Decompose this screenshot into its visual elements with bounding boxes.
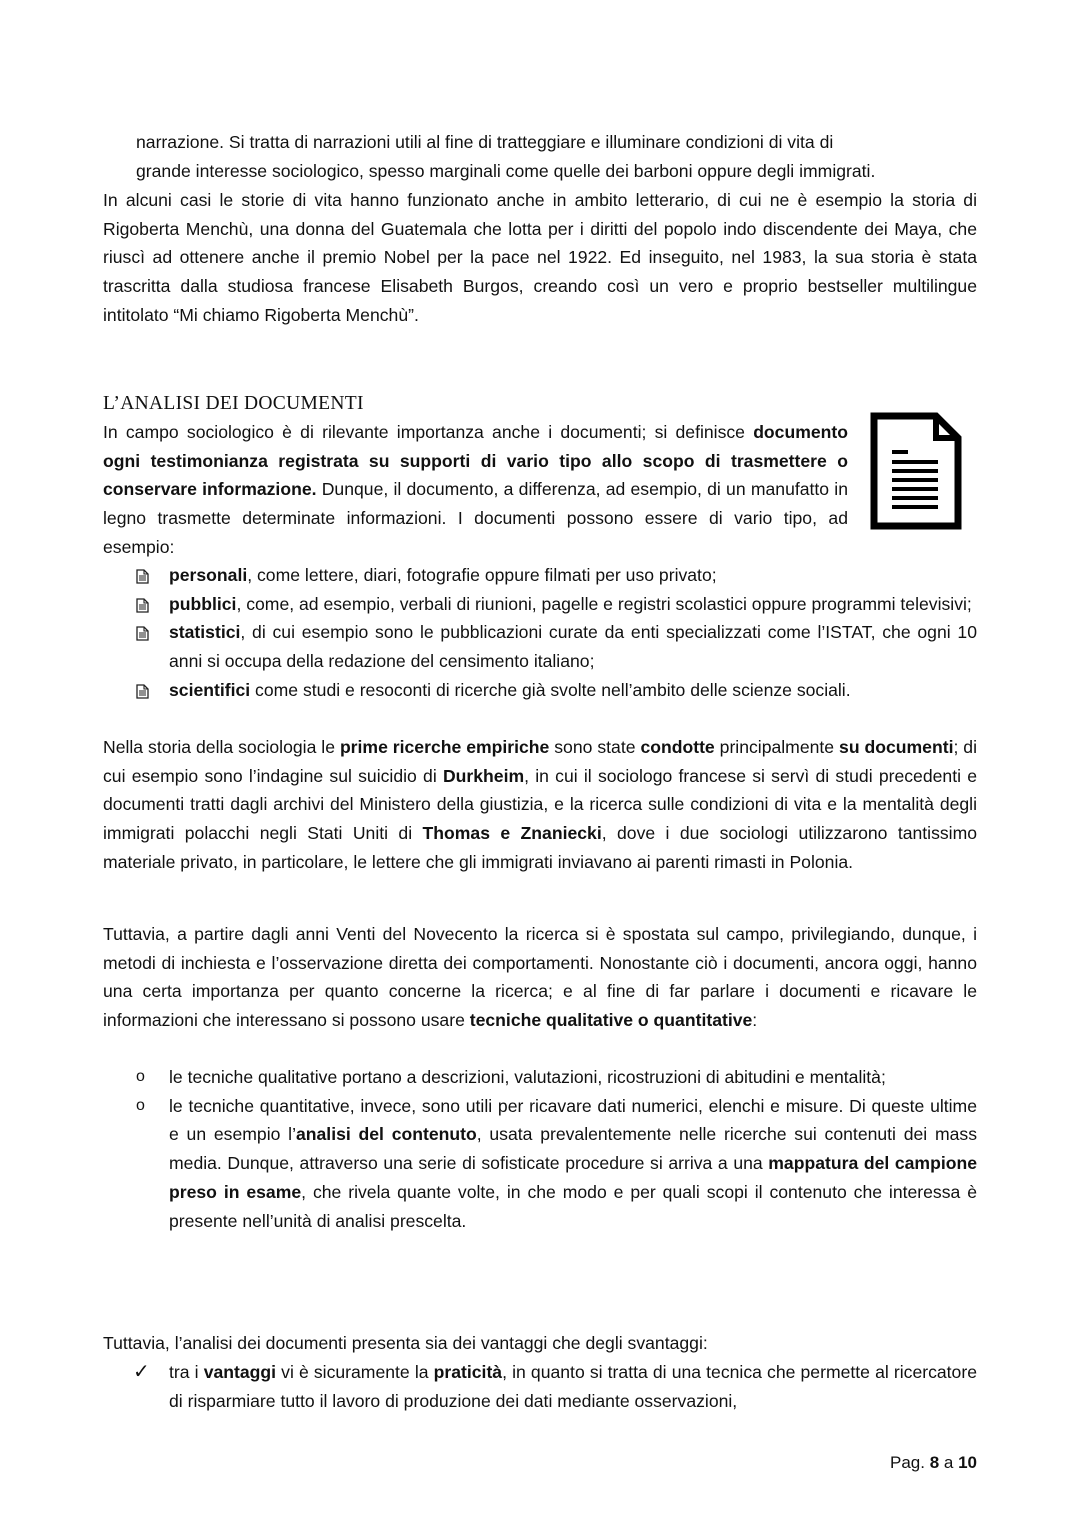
document-definition: documento ogni testimonianza registrata su supporti di vario tipo allo scopo di trasmettere o conservare informazione. [103,422,848,500]
list-item: scientifici come studi e resoconti di ricerche già svolte nell’ambito delle scienze sociali. [103,676,977,705]
history-paragraph: Nella storia della sociologia le prime ricerche empiriche sono state condotte principalmente su documenti; di cui esempio sono l’indagine sul suicidio di Durkheim, in cui il sociologo francese si servì di studi precedenti e documenti tratti dagli archivi del Ministero della giustizia, e la ricerca sulle condizioni di vita e la mentalità degli immigrati polacchi negli Stati Uniti di Thomas e Znaniecki, dove i due sociologi utilizzarono tantissimo materiale privato, in particolare, le lettere che gli immigrati inviavano ai parenti rimasti in Polonia. [103,737,978,872]
hollow-circle-bullet: o [136,1096,145,1114]
intro-paragraph: In alcuni casi le storie di vita hanno funzionato anche in ambito letterario, di cui ne è esempio la storia di Rigoberta Menchù, una donna del Guatemala che lotta per i diritti del popolo indo discendente dei Maya, che riuscì ad ottenere anche il premio Nobel per la pace nel 1922. Ed inseguito, nel 1983, la sua storia è stata trascritta dalla studiosa francese Elisabeth Burgos, creando così un vero e proprio bestseller multilingue intitolato “Mi chiamo Rigoberta Menchù”. [103,190,977,325]
definition-paragraph: In campo sociologico è di rilevante importanza anche i documenti; si definisce documento ogni testimonianza registrata su supporti di vario tipo allo scopo di trasmettere o conservare informazione. Dunque, il documento, a differenza, ad esempio, di un manufatto in legno trasmette determinate informazioni. I documenti possono essere di vario tipo, ad esempio: [103,422,849,557]
checkmark-bullet: ✓ [133,1361,150,1383]
intro-line-2: grande interesse sociologico, spesso marginali come quelle dei barboni oppure degli immigrati. [136,161,876,181]
small-document-icon [136,676,158,705]
list-item: o le tecniche qualitative portano a descrizioni, valutazioni, ricostruzioni di abitudini e mentalità; [103,1063,977,1092]
hollow-circle-bullet: o [136,1068,145,1085]
list-item: personali, come lettere, diari, fotografie oppure filmati per uso privato; [103,561,977,590]
small-document-icon [136,590,158,619]
list-item: statistici, di cui esempio sono le pubblicazioni curate da enti specializzati come l’ISTAT, che ogni 10 anni si occupa della redazione del censimento italiano; [103,618,977,675]
list-item: pubblici, come, ad esempio, verbali di riunioni, pagelle e registri scolastici oppure programmi televisivi; [103,590,977,619]
advantages-list [103,1358,977,1415]
document-icon [870,412,962,535]
list-item: ✓ tra i vantaggi vi è sicuramente la praticità, in quanto si tratta di una tecnica che permette al ricercatore di risparmiare tutto il lavoro di produzione dei dati mediante osservazioni, [103,1358,977,1415]
doc-types-list [103,561,977,705]
list-item: o le tecniche quantitative, invece, sono utili per ricavare dati numerici, elenchi e misure. Di queste ultime e un esempio l’analisi del contenuto, usata prevalentemente nelle ricerche sui contenuti dei mass media. Dunque, attraverso una serie di sofisticate procedure si arriva a una mappatura del campione preso in esame, che rivela quante volte, in che modo e per quali scopi il contenuto che interessa è presente nell’unità di analisi prescelta. [103,1092,977,1236]
small-document-icon [136,561,158,590]
techniques-list [103,1063,977,1235]
page-number: Pag. 8 a 10 [890,1453,977,1472]
intro-line-1: narrazione. Si tratta di narrazioni utili al fine di tratteggiare e illuminare condizioni di vita di [136,132,834,152]
small-document-icon [136,618,158,647]
techniques-paragraph: Tuttavia, a partire dagli anni Venti del Novecento la ricerca si è spostata sul campo, privilegiando, dunque, i metodi di inchiesta e l’osservazione diretta dei comportamenti. Nonostante ciò i documenti, ancora oggi, hanno una certa importanza per quanto concerne la ricerca; e al fine di far parlare i documenti e ricavare le informazioni che interessano si possono usare tecniche qualitative o quantitative: [103,924,977,1031]
section-heading: L’ANALISI DEI DOCUMENTI [103,393,364,414]
pros-cons-intro: Tuttavia, l’analisi dei documenti presenta sia dei vantaggi che degli svantaggi: [103,1333,708,1353]
